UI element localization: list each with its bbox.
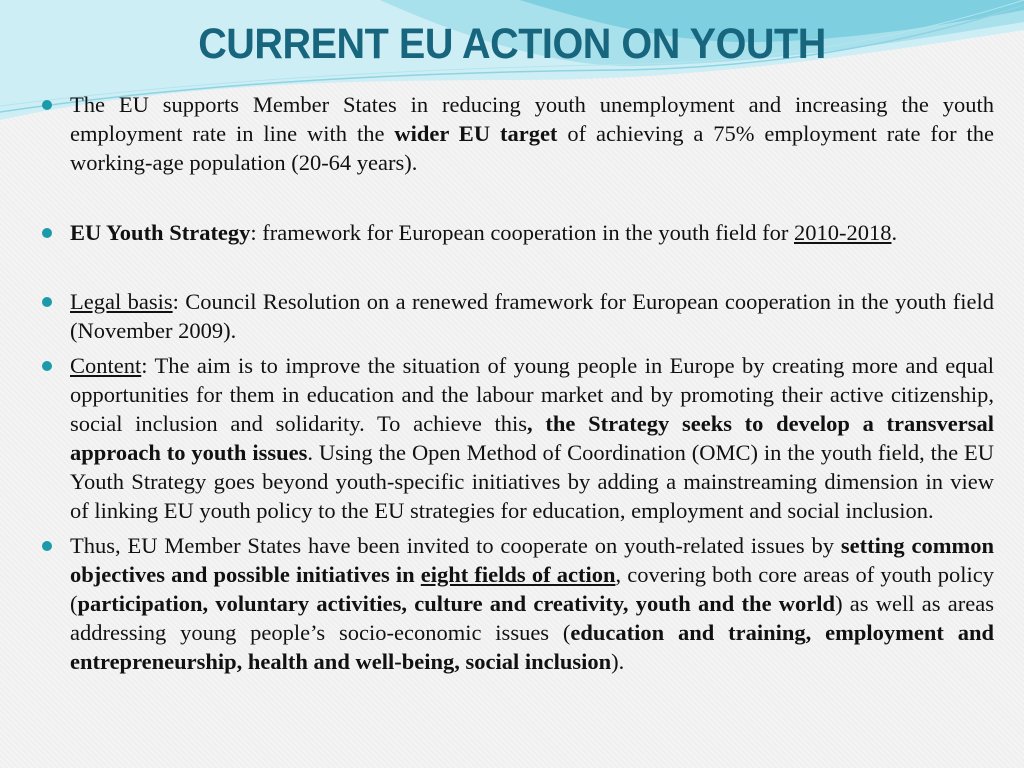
text: Thus, EU Member States have been invited to cooperate on youth-related issues by (70, 533, 841, 558)
bullet-dot-icon (42, 100, 52, 110)
list-item (40, 351, 994, 525)
bold-text: EU Youth Strategy (70, 220, 251, 245)
bullet-dot-icon (42, 297, 52, 307)
bold-text: wider EU target (394, 121, 558, 146)
bullet-dot-icon (42, 541, 52, 551)
text: ). (611, 649, 625, 674)
text: . (891, 220, 898, 245)
bold-text: participation, voluntary activities, culture and creativity, youth and the world (77, 591, 836, 616)
bold-underlined-text: eight fields of action (420, 562, 616, 587)
text: . Using the Open Method of Coordination (OMC) in the youth field, the EU Youth Strategy goes beyond youth-specific initiatives by adding a mainstreaming dimension in view of linking EU youth policy to the EU strategies for education, employment and social inclusion. (70, 440, 995, 523)
underlined-text: 2010-2018 (793, 220, 892, 245)
page-title: CURRENT EU ACTION ON YOUTH (198, 20, 826, 68)
bullet-list (40, 90, 994, 676)
list-item (40, 531, 994, 676)
bold-text: , the Strategy seeks to develop a transversal approach to youth issues (70, 411, 995, 465)
bold-text: education and training, employment and entrepreneurship, health and well-being, social inclusion (70, 620, 994, 674)
list-item (40, 287, 994, 345)
text: The EU supports Member States in reducing youth unemployment and increasing the youth employment rate in line with the (70, 92, 994, 146)
text: : Council Resolution on a renewed framework for European cooperation in the youth field (November 2009). (70, 289, 995, 343)
list-item (40, 90, 994, 177)
text: , covering both core areas of youth policy ( (70, 562, 994, 616)
text: : The aim is to improve the situation of young people in Europe by creating more and equal opportunities for them in education and the labour market and by promoting their active citizenship, social inclusion and solidarity. To achieve this (70, 353, 994, 436)
text: of achieving a 75% employment rate for the working-age population (20-64 years). (70, 121, 994, 175)
bold-text: setting common objectives and possible initiatives in (70, 533, 994, 587)
underlined-text: Content (70, 353, 142, 378)
text: ) as well as areas addressing young people’s socio-economic issues ( (70, 591, 994, 645)
bullet-dot-icon (42, 228, 52, 238)
list-item (40, 218, 994, 247)
underlined-text: Legal basis (70, 289, 173, 314)
text: : framework for European cooperation in the youth field for (250, 220, 794, 245)
bullet-dot-icon (42, 361, 52, 371)
